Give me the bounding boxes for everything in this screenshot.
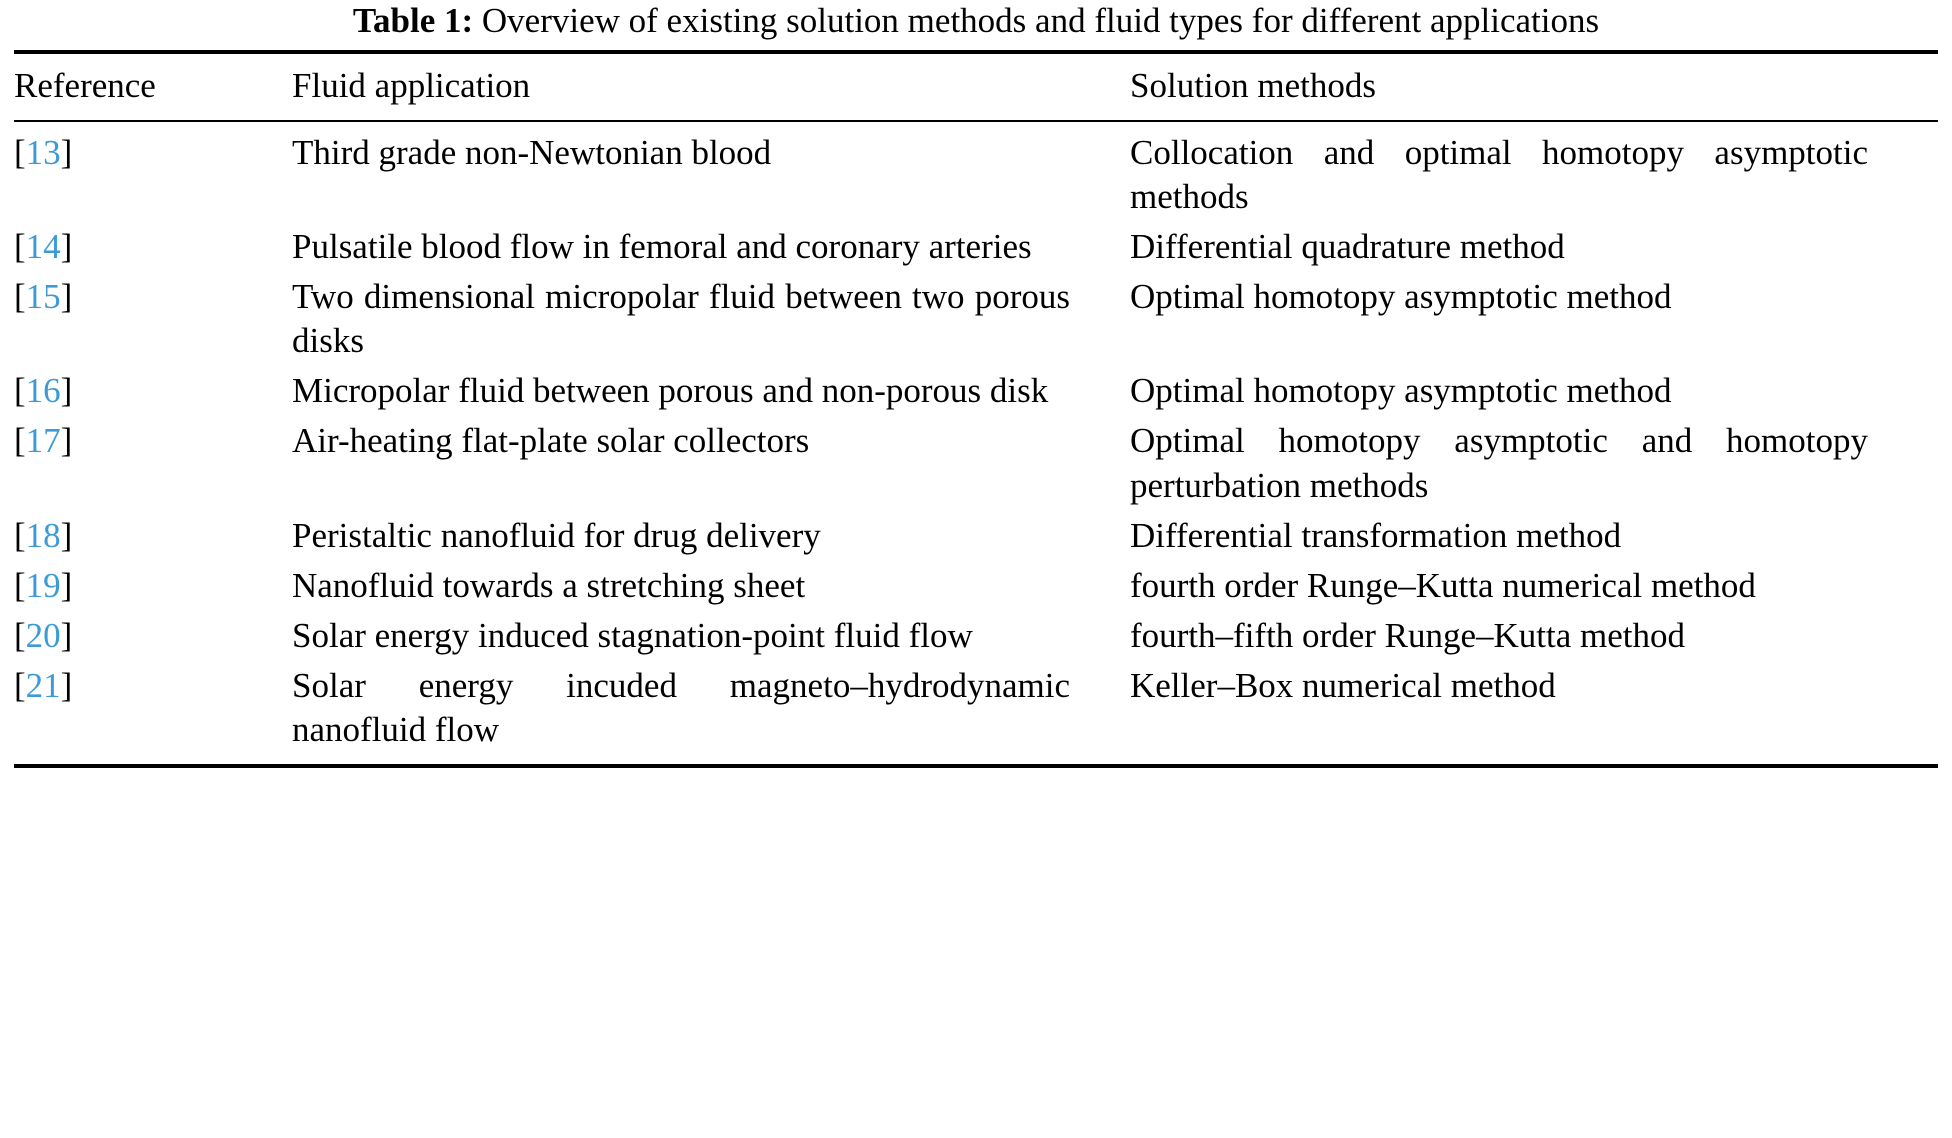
table-row (14, 121, 1938, 222)
table-row (14, 272, 1938, 366)
overview-table (14, 50, 1938, 768)
cell-solution: Collocation and optimal homotopy asymptotic methods (1130, 121, 1938, 222)
table-header-row (14, 52, 1938, 121)
table-row (14, 366, 1938, 416)
reference-link[interactable]: 15 (25, 277, 61, 317)
bracket-close: ] (60, 515, 73, 555)
caption-text: Overview of existing solution methods and fluid types for different applications (481, 1, 1600, 40)
table-row (14, 561, 1938, 611)
bracket-open: [ (14, 421, 26, 461)
cell-solution: Optimal homotopy asymptotic method (1130, 371, 1672, 411)
cell-reference (14, 561, 292, 611)
table-row (14, 416, 1938, 510)
cell-solution: Optimal homotopy asymptotic and homotopy perturbation methods (1130, 421, 1868, 505)
bracket-close: ] (60, 665, 73, 705)
cell-reference (14, 611, 292, 661)
bracket-open: [ (14, 277, 26, 317)
cell-application: Nanofluid towards a stretching sheet (292, 565, 806, 605)
column-header-reference: Reference (14, 52, 292, 121)
table-caption (14, 0, 1938, 50)
cell-application: Solar energy induced stagnation-point fluid flow (292, 615, 973, 655)
caption-label: Table 1: (352, 1, 474, 40)
bracket-close: ] (60, 227, 73, 267)
table-row (14, 222, 1938, 272)
cell-solution: fourth order Runge–Kutta numerical method (1130, 565, 1756, 605)
reference-link[interactable]: 20 (25, 615, 61, 655)
cell-application: Pulsatile blood flow in femoral and coronary arteries (292, 227, 1032, 267)
bracket-open: [ (14, 665, 26, 705)
bracket-open: [ (14, 371, 26, 411)
cell-application: Peristaltic nanofluid for drug delivery (292, 515, 821, 555)
column-header-solution: Solution methods (1130, 52, 1938, 121)
bracket-close: ] (60, 421, 73, 461)
cell-application: Air-heating flat-plate solar collectors (292, 421, 810, 461)
table-row (14, 511, 1938, 561)
cell-application: Solar energy incuded magneto–hydrodynamic nanofluid flow (292, 661, 1130, 766)
reference-link[interactable]: 16 (25, 371, 61, 411)
bracket-close: ] (60, 565, 73, 605)
column-header-application: Fluid application (292, 52, 1130, 121)
reference-link[interactable]: 17 (25, 421, 61, 461)
reference-link[interactable]: 18 (25, 515, 61, 555)
bracket-close: ] (60, 615, 73, 655)
cell-reference (14, 661, 292, 766)
cell-reference (14, 272, 292, 366)
bracket-open: [ (14, 227, 26, 267)
bracket-close: ] (60, 277, 73, 317)
bracket-open: [ (14, 132, 26, 172)
bracket-open: [ (14, 515, 26, 555)
bracket-close: ] (60, 371, 73, 411)
cell-solution: Differential transformation method (1130, 515, 1622, 555)
bracket-open: [ (14, 615, 26, 655)
table-row (14, 611, 1938, 661)
reference-link[interactable]: 13 (25, 132, 61, 172)
cell-reference (14, 416, 292, 510)
cell-reference (14, 121, 292, 222)
cell-solution: Optimal homotopy asymptotic method (1130, 277, 1672, 317)
cell-application: Two dimensional micropolar fluid between two porous disks (292, 277, 1070, 361)
cell-reference (14, 366, 292, 416)
cell-application: Third grade non-Newtonian blood (292, 121, 1130, 222)
cell-solution: Keller–Box numerical method (1130, 661, 1938, 766)
cell-solution: fourth–fifth order Runge–Kutta method (1130, 615, 1686, 655)
table-body (14, 121, 1938, 766)
cell-reference (14, 511, 292, 561)
reference-link[interactable]: 21 (25, 665, 61, 705)
cell-reference (14, 222, 292, 272)
reference-link[interactable]: 14 (25, 227, 61, 267)
table-head (14, 52, 1938, 121)
cell-solution: Differential quadrature method (1130, 227, 1565, 267)
bracket-open: [ (14, 565, 26, 605)
table-row (14, 661, 1938, 766)
reference-link[interactable]: 19 (25, 565, 61, 605)
bracket-close: ] (60, 132, 73, 172)
cell-application: Micropolar fluid between porous and non-porous disk (292, 371, 1049, 411)
